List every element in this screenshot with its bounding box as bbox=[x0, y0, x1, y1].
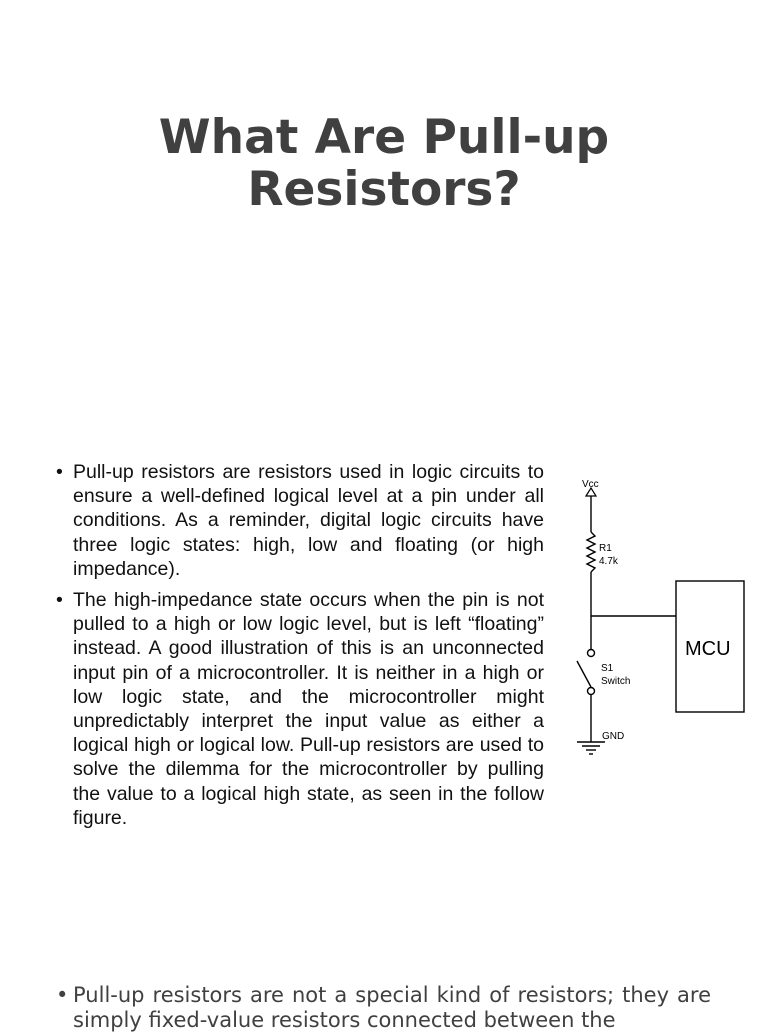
bullet-item bbox=[56, 588, 544, 830]
title-line-1: What Are Pull-up bbox=[158, 110, 610, 165]
bullet-text: Pull-up resistors are not a special kind of resistors; they are simply fixed-value resistors connected between the bbox=[73, 983, 711, 1032]
bullet-text: Pull-up resistors are resistors used in logic circuits to ensure a well-defined logical level at a pin under all conditions. As a reminder, digital logic circuits have three logic states: high, low and floating (or high impedance). bbox=[73, 461, 544, 580]
switch-name: S1 bbox=[601, 663, 614, 674]
resistor-value: 4.7k bbox=[599, 556, 618, 567]
pull-up-circuit-diagram bbox=[572, 474, 752, 764]
bullet-item bbox=[56, 460, 544, 581]
slide-title bbox=[0, 112, 768, 216]
bullet-text: The high-impedance state occurs when the pin is not pulled to a high or low logic level, but is left “floating” instead. A good illustration of this is an unconnected input pin of a microcontroller. It is neither in a high or low logic state, and the microcontroller might unpredictably interpret the input value as either a logical high or logical low. Pull-up resistors are used to solve the dilemma for the microcontroller by pulling the value to a logical high state, as seen in the follow figure. bbox=[73, 589, 544, 829]
ground-label: GND bbox=[602, 731, 625, 742]
switch-contact-top bbox=[588, 650, 595, 657]
bottom-bullet-list bbox=[56, 983, 711, 1033]
mcu-label: MCU bbox=[685, 638, 731, 660]
switch-contact-bottom bbox=[588, 688, 595, 695]
bullet-item bbox=[56, 983, 711, 1033]
bullet-dot: • bbox=[56, 461, 63, 483]
bullet-dot: • bbox=[56, 589, 63, 612]
bullet-dot: • bbox=[56, 983, 69, 1007]
title-line-2: Resistors? bbox=[247, 162, 521, 217]
vcc-label: Vcc bbox=[582, 479, 599, 490]
switch-lever bbox=[577, 661, 591, 687]
switch-label: Switch bbox=[601, 676, 631, 687]
ground-icon bbox=[577, 742, 605, 754]
resistor-name: R1 bbox=[599, 543, 612, 554]
bullet-list bbox=[56, 460, 544, 837]
resistor-r1 bbox=[587, 532, 595, 572]
